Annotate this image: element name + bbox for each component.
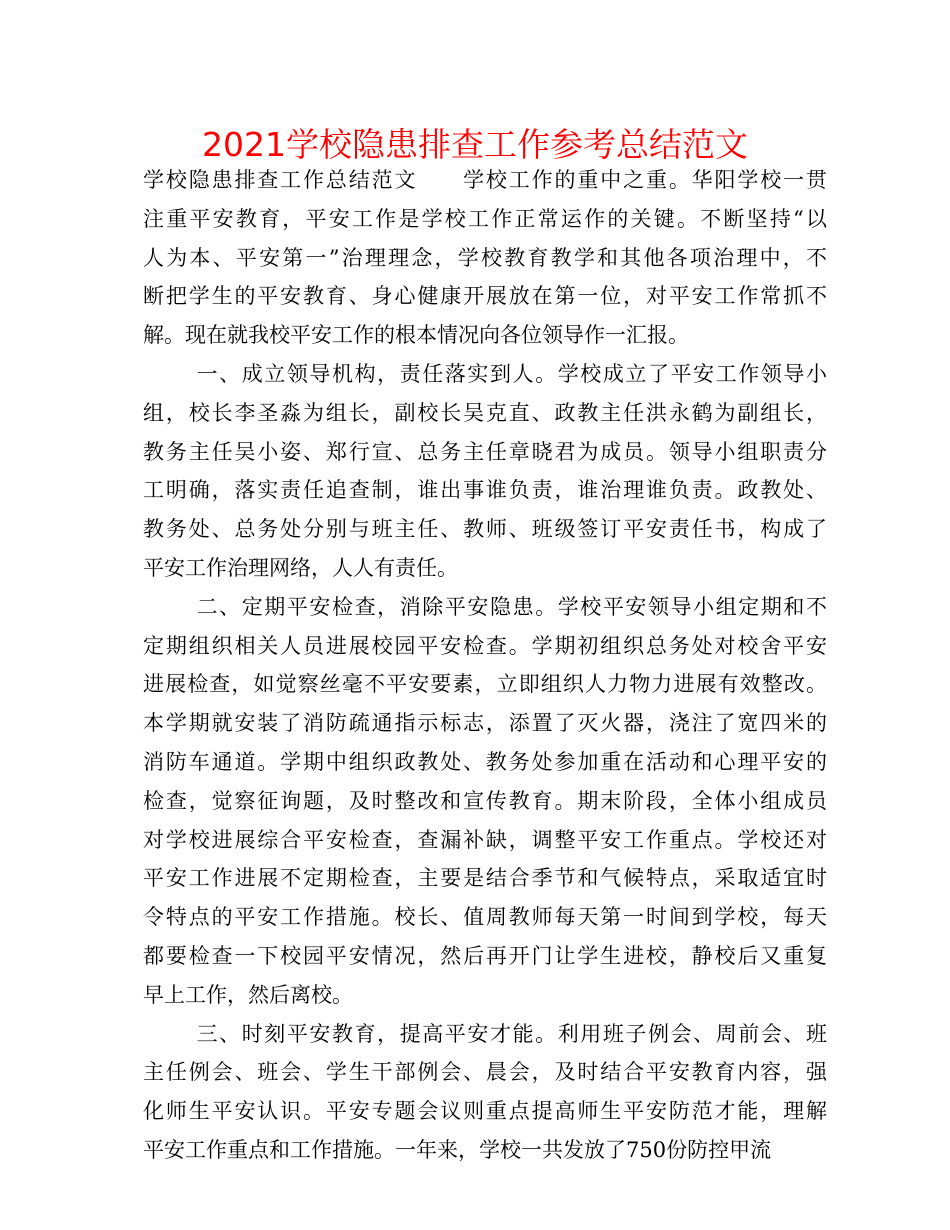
line-text: 平安工作治理网络，人人有责任。 bbox=[143, 555, 458, 580]
line-text: 二、定期平安检查，消除平安隐患。学校平安领导小组定期和不 bbox=[195, 594, 827, 619]
line-text: 教务主任吴小姿、郑行宣、总务主任章晓君为成员。领导小组职责分 bbox=[143, 439, 827, 464]
line-text: 早上工作，然后离校。 bbox=[143, 982, 353, 1007]
text-line bbox=[143, 549, 827, 588]
line-text: 断把学生的平安教育、身心健康开展放在第一位，对平安工作常抓不 bbox=[143, 284, 827, 309]
text-line bbox=[143, 394, 827, 433]
line-text: 消防车通道。学期中组织政教处、教务处参加重在活动和心理平安的 bbox=[143, 749, 827, 774]
text-line bbox=[143, 743, 827, 782]
line-text: 组，校长李圣淼为组长，副校长吴克直、政教主任洪永鹤为副组长， bbox=[143, 400, 827, 425]
line-text: 对学校进展综合平安检查，查漏补缺，调整平安工作重点。学校还对 bbox=[143, 827, 827, 852]
document-title: 2021学校隐患排查工作参考总结范文 bbox=[202, 125, 748, 164]
line-text: 注重平安教育，平安工作是学校工作正常运作的关键。不断坚持“以 bbox=[143, 206, 827, 231]
line-text: 都要检查一下校园平安情况，然后再开门让学生进校，静校后又重复 bbox=[143, 943, 827, 968]
line-text: 平安工作重点和工作措施。一年来，学校一共发放了750份防控甲流 bbox=[143, 1137, 772, 1162]
text-line bbox=[143, 821, 827, 860]
text-line bbox=[143, 704, 827, 743]
line-text: 进展检查，如觉察丝毫不平安要素，立即组织人力物力进展有效整改。 bbox=[143, 672, 827, 697]
line-text: 平安工作进展不定期检查，主要是结合季节和气候特点，采取适宜时 bbox=[143, 866, 827, 891]
text-line bbox=[143, 859, 827, 898]
line-text: 学校隐患排查工作总结范文 学校工作的重中之重。华阳学校一贯 bbox=[143, 168, 827, 192]
paragraph bbox=[143, 355, 827, 588]
text-line bbox=[143, 588, 827, 627]
text-line bbox=[143, 665, 827, 704]
text-line bbox=[143, 277, 827, 316]
text-line bbox=[143, 433, 827, 472]
line-text: 一、成立领导机构，责任落实到人。学校成立了平安工作领导小 bbox=[195, 361, 827, 386]
line-text: 化师生平安认识。平安专题会议则重点提高师生平安防范才能，理解 bbox=[143, 1099, 827, 1124]
document-body bbox=[143, 161, 827, 1170]
line-text: 定期组织相关人员进展校园平安检查。学期初组织总务处对校舍平安 bbox=[143, 633, 827, 658]
line-text: 工明确，落实责任追查制，谁出事谁负责，谁治理谁负责。政教处、 bbox=[143, 478, 827, 503]
text-line bbox=[143, 239, 827, 278]
text-line bbox=[143, 627, 827, 666]
line-text: 令特点的平安工作措施。校长、值周教师每天第一时间到学校，每天 bbox=[143, 905, 827, 930]
text-line bbox=[143, 1015, 827, 1054]
paragraph bbox=[143, 1015, 827, 1170]
text-line bbox=[143, 937, 827, 976]
text-line bbox=[143, 316, 827, 355]
text-line bbox=[143, 161, 827, 200]
line-text: 教务处、总务处分别与班主任、教师、班级签订平安责任书，构成了 bbox=[143, 517, 827, 542]
text-line bbox=[143, 1131, 827, 1170]
line-text: 检查，觉察征询题，及时整改和宣传教育。期末阶段，全体小组成员 bbox=[143, 788, 827, 813]
text-line bbox=[143, 355, 827, 394]
text-line bbox=[143, 782, 827, 821]
text-line bbox=[143, 976, 827, 1015]
line-text: 人为本、平安第一”治理理念，学校教育教学和其他各项治理中，不 bbox=[143, 245, 827, 270]
text-line bbox=[143, 898, 827, 937]
line-text: 主任例会、班会、学生干部例会、晨会，及时结合平安教育内容，强 bbox=[143, 1060, 827, 1085]
line-text: 解。现在就我校平安工作的根本情况向各位领导作一汇报。 bbox=[143, 323, 689, 348]
text-line bbox=[143, 471, 827, 510]
text-line bbox=[143, 1053, 827, 1092]
line-text: 本学期就安装了消防疏通指示标志，添置了灭火器，浇注了宽四米的 bbox=[143, 711, 827, 736]
text-line bbox=[143, 510, 827, 549]
paragraph bbox=[143, 588, 827, 1015]
paragraph bbox=[143, 161, 827, 355]
text-line bbox=[143, 200, 827, 239]
line-text: 三、时刻平安教育，提高平安才能。利用班子例会、周前会、班 bbox=[195, 1021, 827, 1046]
text-line bbox=[143, 1092, 827, 1131]
